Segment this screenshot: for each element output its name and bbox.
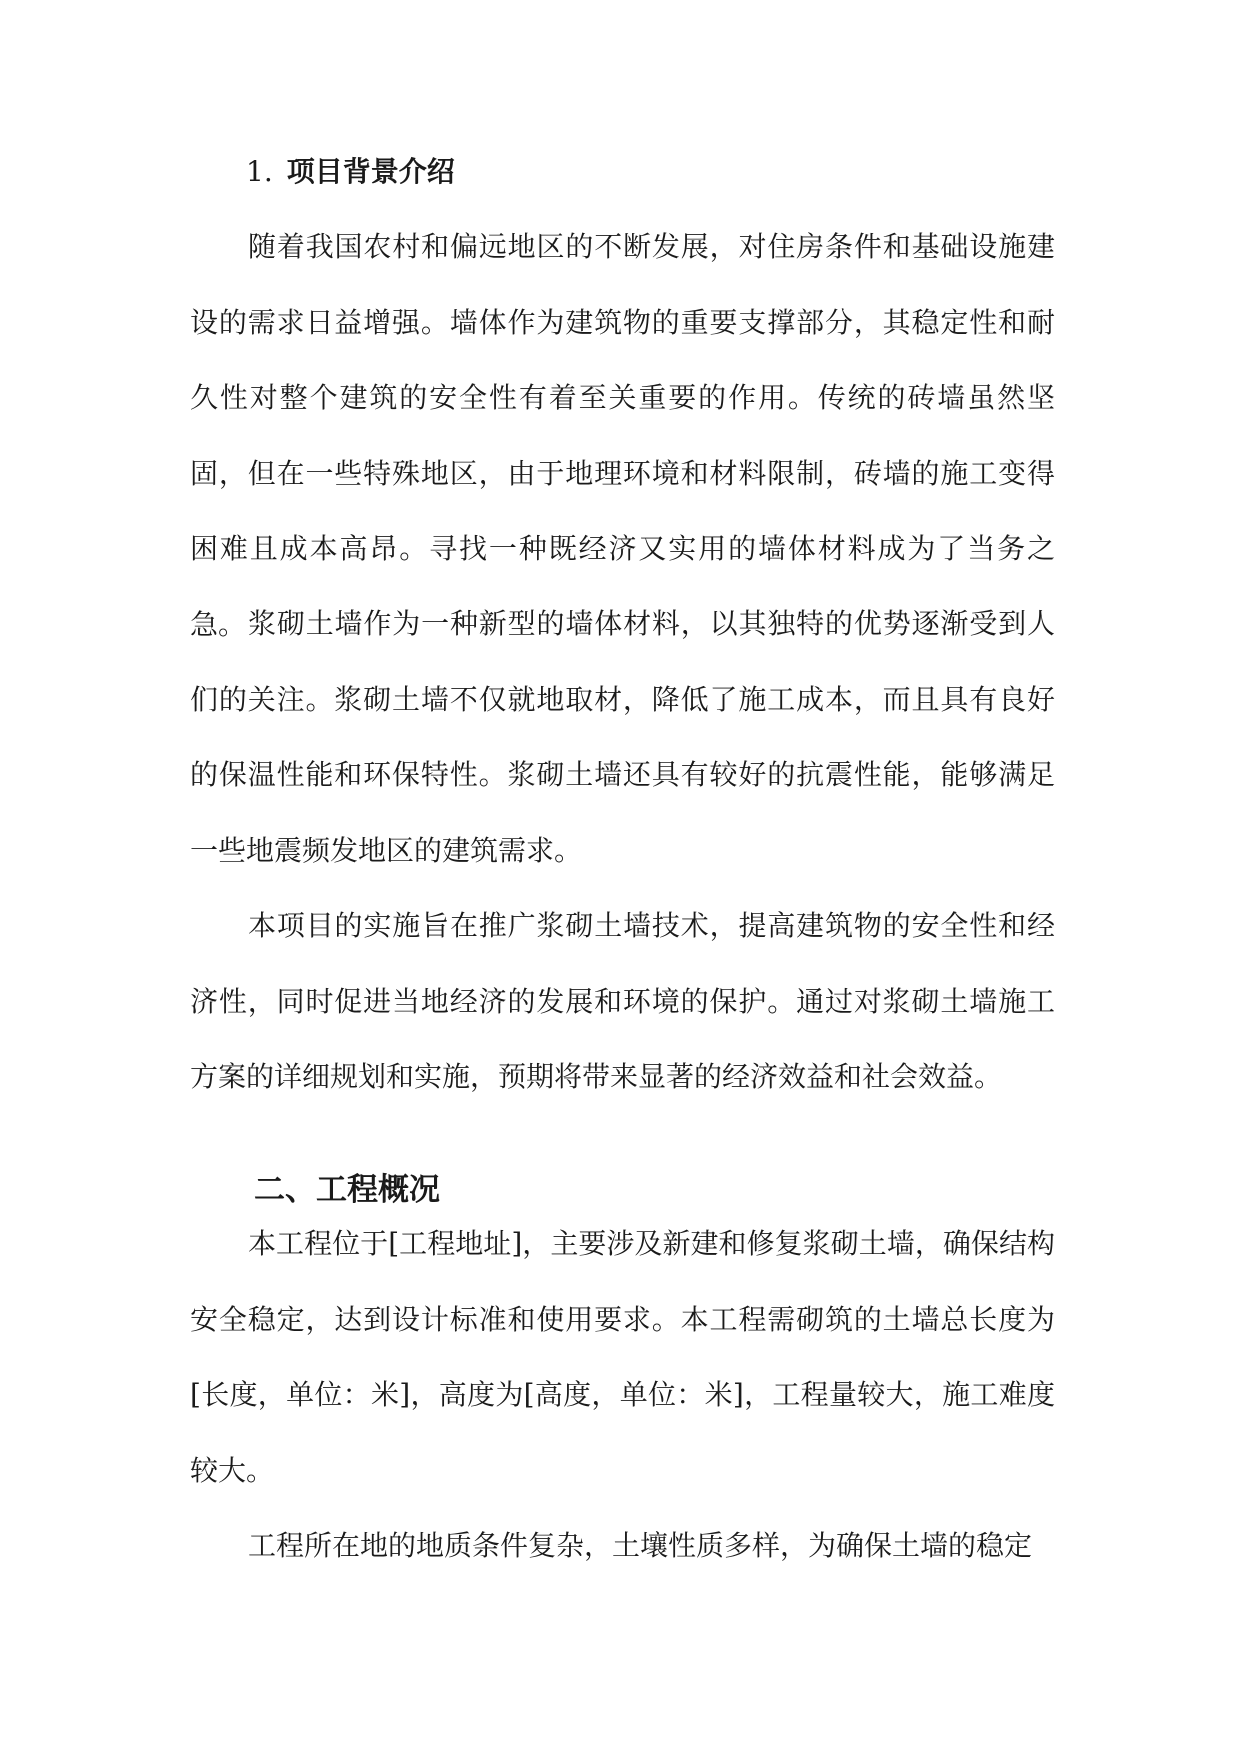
section-2-paragraph-2: 工程所在地的地质条件复杂，土壤性质多样，为确保土墙的稳定: [248, 1529, 1033, 1562]
section-2-paragraph-1: 本工程位于[工程地址]，主要涉及新建和修复浆砌土墙，确保结构安全稳定，达到设计标准和使用要求。本工程需砌筑的土墙总长度为[长度，单位：米]，高度为[高度，单位：米]，工程量较大，施工难度较大。: [190, 1227, 1055, 1487]
section-1-paragraph-3: 本项目的实施旨在推广浆砌土墙技术，提高建筑物的安全性和经济性，同时促进当地经济的发展和环境的保护。通过对浆砌土墙施工方案的详细规划和实施，预期将带来显著的经济效益和社会效益。: [190, 909, 1055, 1093]
section-1-title: 项目背景介绍: [286, 155, 455, 188]
section-1-paragraph-1: 随着我国农村和偏远地区的不断发展，对住房条件和基础设施建设的需求日益增强。墙体作为建筑物的重要支撑部分，其稳定性和耐久性对整个建筑的安全性有着至关重要的作用。传统的砖墙虽然坚固，但在一些特殊地区，由于地理环境和材料限制，砖墙的施工变得困难且成本高昂。寻找一种既经济又实用的墙体材料成为了当务之急。: [190, 230, 1055, 641]
section-1-number: 1.: [246, 155, 273, 188]
section-1-paragraph-2: 浆砌土墙作为一种新型的墙体材料，以其独特的优势逐渐受到人们的关注。浆砌土墙不仅就地取材，降低了施工成本，而且具有良好的保温性能和环保特性。浆砌土墙还具有较好的抗震性能，能够满足一些地震频发地区的建筑需求。: [190, 607, 1055, 867]
section-1-heading: [246, 152, 1111, 192]
section-2-heading: 二、工程概况: [254, 1172, 440, 1208]
